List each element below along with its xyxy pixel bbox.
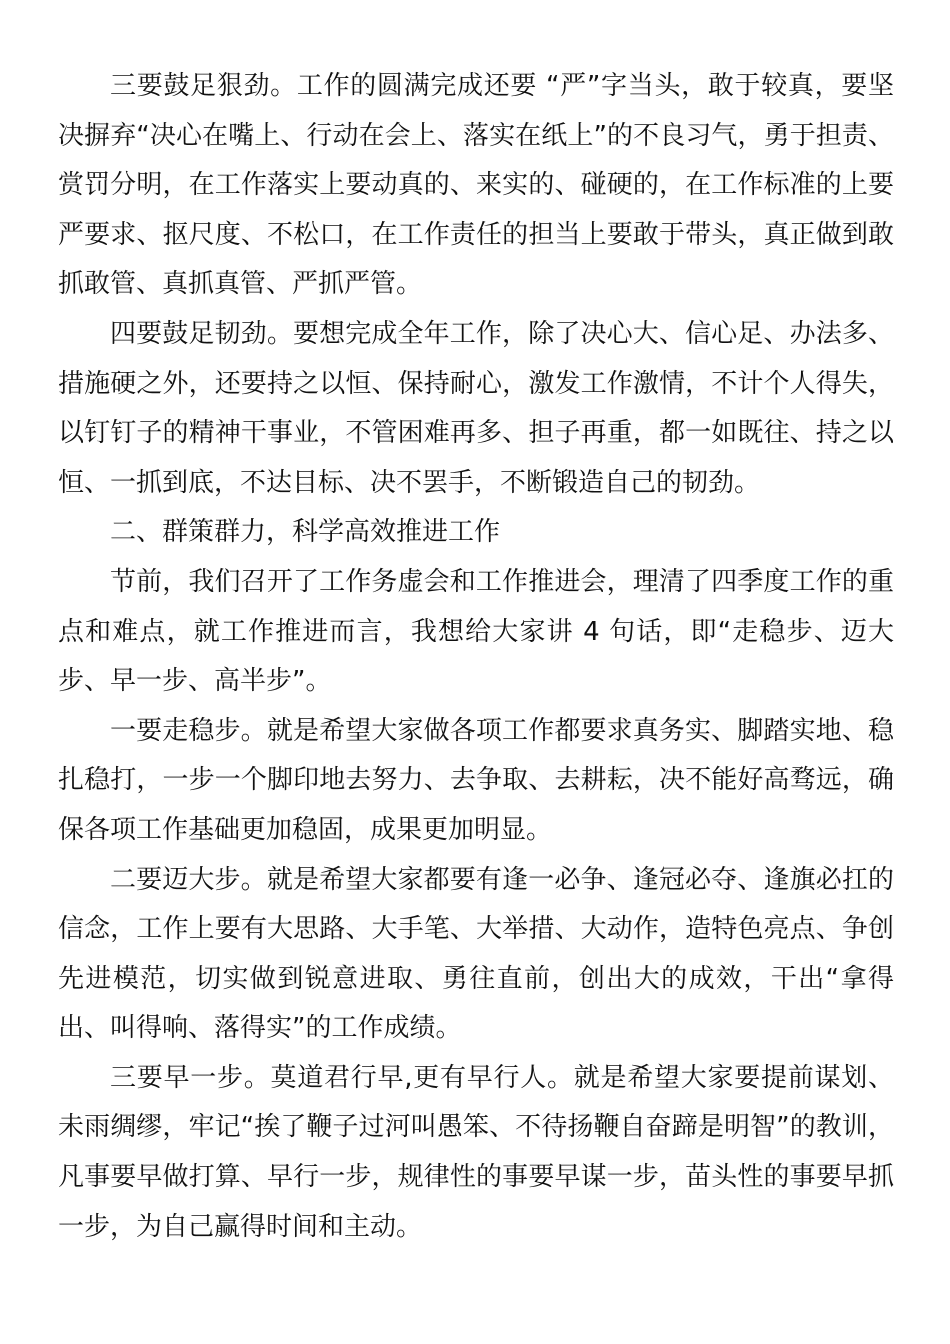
paragraph-big-step: 二要迈大步。就是希望大家都要有逢一必争、逢冠必夺、逢旗必扛的信念，工作上要有大思路、大手笔、大举措、大动作，造特色亮点、争创先进模范，切实做到锐意进取、勇往直前，创出大的成效，干出“拿得出、叫得响、落得实”的工作成绩。 [58,864,894,1044]
document-page [58,62,894,1252]
section-heading: 二、群策群力，科学高效推进工作 [110,517,501,548]
paragraph-work-strictness: 三要鼓足狠劲。工作的圆满完成还要 “严”字当头，敢于较真，要坚决摒弃“决心在嘴上、行动在会上、落实在纸上”的不良习气，勇于担责、赏罚分明，在工作落实上要动真的、来实的、碰硬的，在工作标准的上要严要求、抠尺度、不松口，在工作责任的担当上要敢于带头，真正做到敢抓敢管、真抓真管、严抓严管。 [58,71,894,300]
paragraph-steady-step: 一要走稳步。就是希望大家做各项工作都要求真务实、脚踏实地、稳扎稳打，一步一个脚印地去努力、去争取、去耕耘，决不能好高骛远，确保各项工作基础更加稳固，成果更加明显。 [58,715,894,845]
paragraph-work-perseverance: 四要鼓足韧劲。要想完成全年工作，除了决心大、信心足、办法多、措施硬之外，还要持之以恒、保持耐心，激发工作激情，不计个人得失，以钉钉子的精神干事业，不管困难再多、担子再重，都一如既往、持之以恒、一抓到底，不达目标、决不罢手，不断锻造自己的韧劲。 [58,318,894,498]
paragraph-meeting-summary: 节前，我们召开了工作务虚会和工作推进会，理清了四季度工作的重点和难点，就工作推进而言，我想给大家讲 4 句话，即“走稳步、迈大步、早一步、高半步”。 [58,566,894,697]
paragraph-early-step: 三要早一步。莫道君行早,更有早行人。就是希望大家要提前谋划、未雨绸缪，牢记“挨了鞭子过河叫愚笨、不待扬鞭自奋蹄是明智”的教训，凡事要早做打算、早行一步，规律性的事要早谋一步，苗头性的事要早抓一步，为自己赢得时间和主动。 [58,1062,894,1242]
